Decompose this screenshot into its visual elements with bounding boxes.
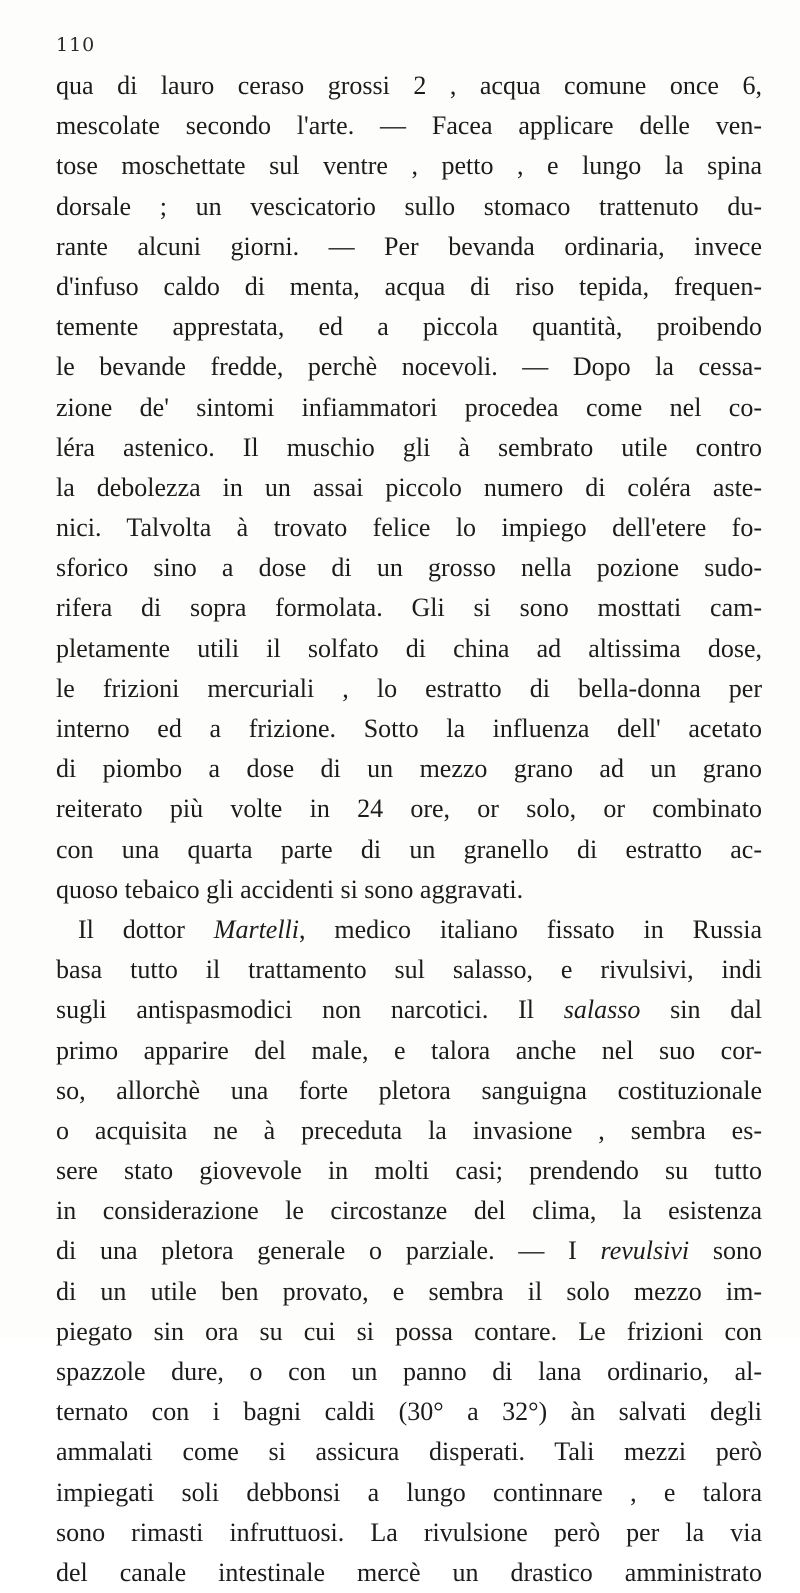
text-line: so, allorchè una forte pletora sanguigna costituzionale (56, 1075, 762, 1105)
text-line: di una pletora generale o parziale. — I revulsivi sono (56, 1236, 762, 1266)
text-line: temente apprestata, ed a piccola quantità, proibendo (56, 312, 762, 342)
body-text (56, 66, 762, 1593)
text-line: la debolezza in un assai piccolo numero di coléra aste- (56, 472, 762, 502)
text-line: rifera di sopra formolata. Gli si sono mosttati cam- (56, 593, 762, 623)
text-line: basa tutto il trattamento sul salasso, e rivulsivi, indi (56, 955, 762, 985)
text-line: impiegati soli debbonsi a lungo continnare , e talora (56, 1477, 762, 1507)
text-line: reiterato più volte in 24 ore, or solo, or combinato (56, 794, 762, 824)
text-line: quoso tebaico gli accidenti si sono aggravati. (56, 874, 524, 904)
page-number: 110 (56, 34, 96, 56)
text-line: sere stato giovevole in molti casi; prendendo su tutto (56, 1156, 762, 1186)
text-line: ternato con i bagni caldi (30° a 32°) àn salvati degli (56, 1397, 762, 1427)
text-line: del canale intestinale mercè un drastico amministrato (56, 1557, 762, 1587)
text-line: pletamente utili il solfato di china ad altissima dose, (56, 633, 762, 663)
text-line: d'infuso caldo di menta, acqua di riso tepida, frequen- (56, 271, 762, 301)
text-line: qua di lauro ceraso grossi 2 , acqua comune once 6, (56, 71, 762, 100)
text-line: in considerazione le circostanze del clima, la esistenza (56, 1196, 762, 1226)
text-line: sugli antispasmodici non narcotici. Il salasso sin dal (56, 995, 763, 1025)
text-line: le bevande fredde, perchè nocevoli. — Dopo la cessa- (56, 352, 762, 382)
text-line: le frizioni mercuriali , lo estratto di bella-donna per (56, 673, 762, 703)
text-line: o acquisita ne à preceduta la invasione , sembra es- (56, 1115, 762, 1145)
text-line: léra astenico. Il muschio gli à sembrato utile contro (56, 432, 762, 462)
text-line: di un utile ben provato, e sembra il solo mezzo im- (56, 1276, 762, 1306)
text-line: Il dottor Martelli, medico italiano fissato in Russia (78, 914, 762, 944)
text-line: mescolate secondo l'arte. — Facea applicare delle ven- (56, 111, 762, 141)
text-line: sforico sino a dose di un grosso nella pozione sudo- (56, 553, 762, 583)
text-line: zione de' sintomi infiammatori procedea come nel co- (56, 392, 762, 422)
text-line: nici. Talvolta à trovato felice lo impiego dell'etere fo- (56, 513, 762, 543)
text-line: interno ed a frizione. Sotto la influenza dell' acetato (56, 714, 762, 743)
text-line: dorsale ; un vescicatorio sullo stomaco trattenuto du- (56, 191, 762, 221)
text-line: primo apparire del male, e talora anche nel suo cor- (56, 1035, 762, 1065)
text-line: ammalati come si assicura disperati. Tali mezzi però (56, 1437, 762, 1467)
text-line: rante alcuni giorni. — Per bevanda ordinaria, invece (56, 231, 762, 261)
text-line: sono rimasti infruttuosi. La rivulsione però per la via (56, 1517, 762, 1547)
text-line: spazzole dure, o con un panno di lana ordinario, al- (56, 1357, 762, 1386)
text-line: tose moschettate sul ventre , petto , e lungo la spina (56, 151, 762, 181)
text-line: con una quarta parte di un granello di estratto ac- (56, 834, 762, 864)
text-line: piegato sin ora su cui si possa contare. Le frizioni con (56, 1316, 762, 1346)
text-line: di piombo a dose di un mezzo grano ad un grano (56, 754, 762, 784)
